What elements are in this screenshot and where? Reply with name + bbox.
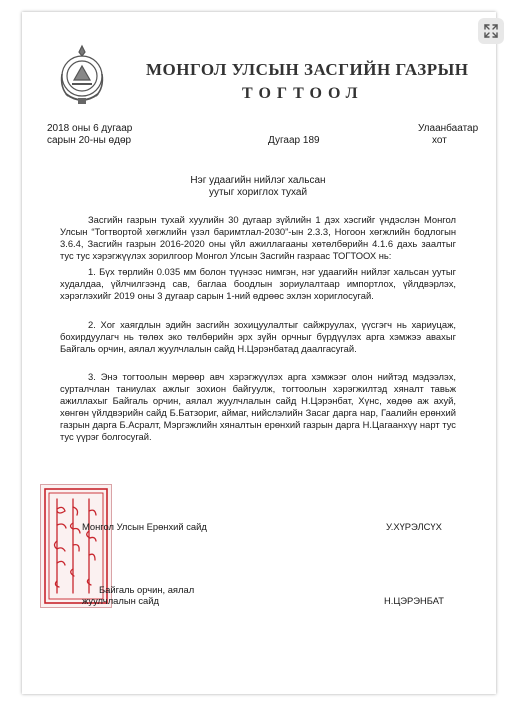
- date-line-1: 2018 оны 6 дугаар: [47, 123, 133, 134]
- prime-minister-label: Монгол Улсын Ерөнхий сайд: [82, 521, 207, 532]
- preamble-paragraph: Засгийн газрын тухай хуулийн 30 дугаар зүйлийн 1 дэх хэсгийг үндэслэн Монгол Улсын “Тогтвортой хөгжлийн үзэл баримтлал-2030”-ын 2.3.3, Ногоон хөгжлийн бодлогын 3.6.4, Засгийн газрын 2016-2020 оны үйл ажиллагааны хөтөлбөрийн 4.1.6 дахь заалтыг тус тус хэрэгжүүлэх зорилгоор Монгол Улсын Засгийн газраас ТОГТООХ нь:: [60, 214, 456, 261]
- prime-minister-name: У.ХҮРЭЛСҮХ: [386, 521, 442, 532]
- government-title: МОНГОЛ УЛСЫН ЗАСГИЙН ГАЗРЫН: [146, 60, 469, 79]
- date-line-2: сарын 20-ны өдөр: [47, 135, 132, 146]
- resolution-title: ТОГТООЛ: [242, 85, 364, 102]
- minister-label-line-2: жуулчлалын сайд: [82, 595, 159, 606]
- city-line-1: Улаанбаатар: [418, 123, 479, 134]
- resolution-number: Дугаар 189: [268, 135, 320, 146]
- clause-3-paragraph: 3. Энэ тогтоолын мөрөөр авч хэрэгжүүлэх арга хэмжээг олон нийтэд мэдээлэх, сурталчлан таниулах ажлыг зохион байгуулж, тогтоолын хэрэгжилтэд хяналт тавьж ажиллахыг Байгаль орчин, аялал жуулчлалын сайд Н.Цэрэнбат, Хүнс, хөдөө аж ахуй, хөнгөн үйлдвэрийн сайд Б.Батзориг, аймаг, нийслэлийн Засаг дарга нар, Гаалийн ерөнхий газрын дарга Б.Асралт, Мэргэжлийн хяналтын ерөнхий газрын дарга Н.Цагаанхүү нарт тус тус үүрэг болгосугай.: [60, 371, 456, 442]
- clause-1-paragraph: 1. Бүх төрлийн 0.035 мм болон түүнээс нимгэн, нэг удаагийн нийлэг хальсан уутыг худалдаа, үйлчилгээнд сав, баглаа боодлын зориулалтаар импортлох, үйлдвэрлэх, хэрэглэхийг 2019 оны 3 дугаар сарын 1-ний өдрөөс эхлэн хориглосугай.: [60, 266, 456, 301]
- subject-line-1: Нэг удаагийн нийлэг хальсан: [190, 175, 326, 186]
- expand-button[interactable]: [478, 18, 504, 44]
- minister-label-line-1: Байгаль орчин, аялал: [99, 584, 195, 595]
- expand-arrows-icon: [484, 24, 498, 38]
- city-line-2: хот: [432, 135, 447, 146]
- subject-line-2: уутыг хориглох тухай: [208, 187, 308, 198]
- state-emblem-icon: [56, 44, 108, 108]
- clause-2-paragraph: 2. Хог хаягдлын эдийн засгийн зохицуулалтыг сайжруулах, үүсгэгч нь хариуцаж, бохирдуулагч нь төлөх эко төлбөрийн эрх зүйн орчныг бүрдүүлэх арга хэмжээ авахыг Байгаль орчин, аялал жуулчлалын сайд Н.Цэрэнбатад даалгасугай.: [60, 319, 456, 354]
- minister-name: Н.ЦЭРЭНБАТ: [384, 595, 445, 606]
